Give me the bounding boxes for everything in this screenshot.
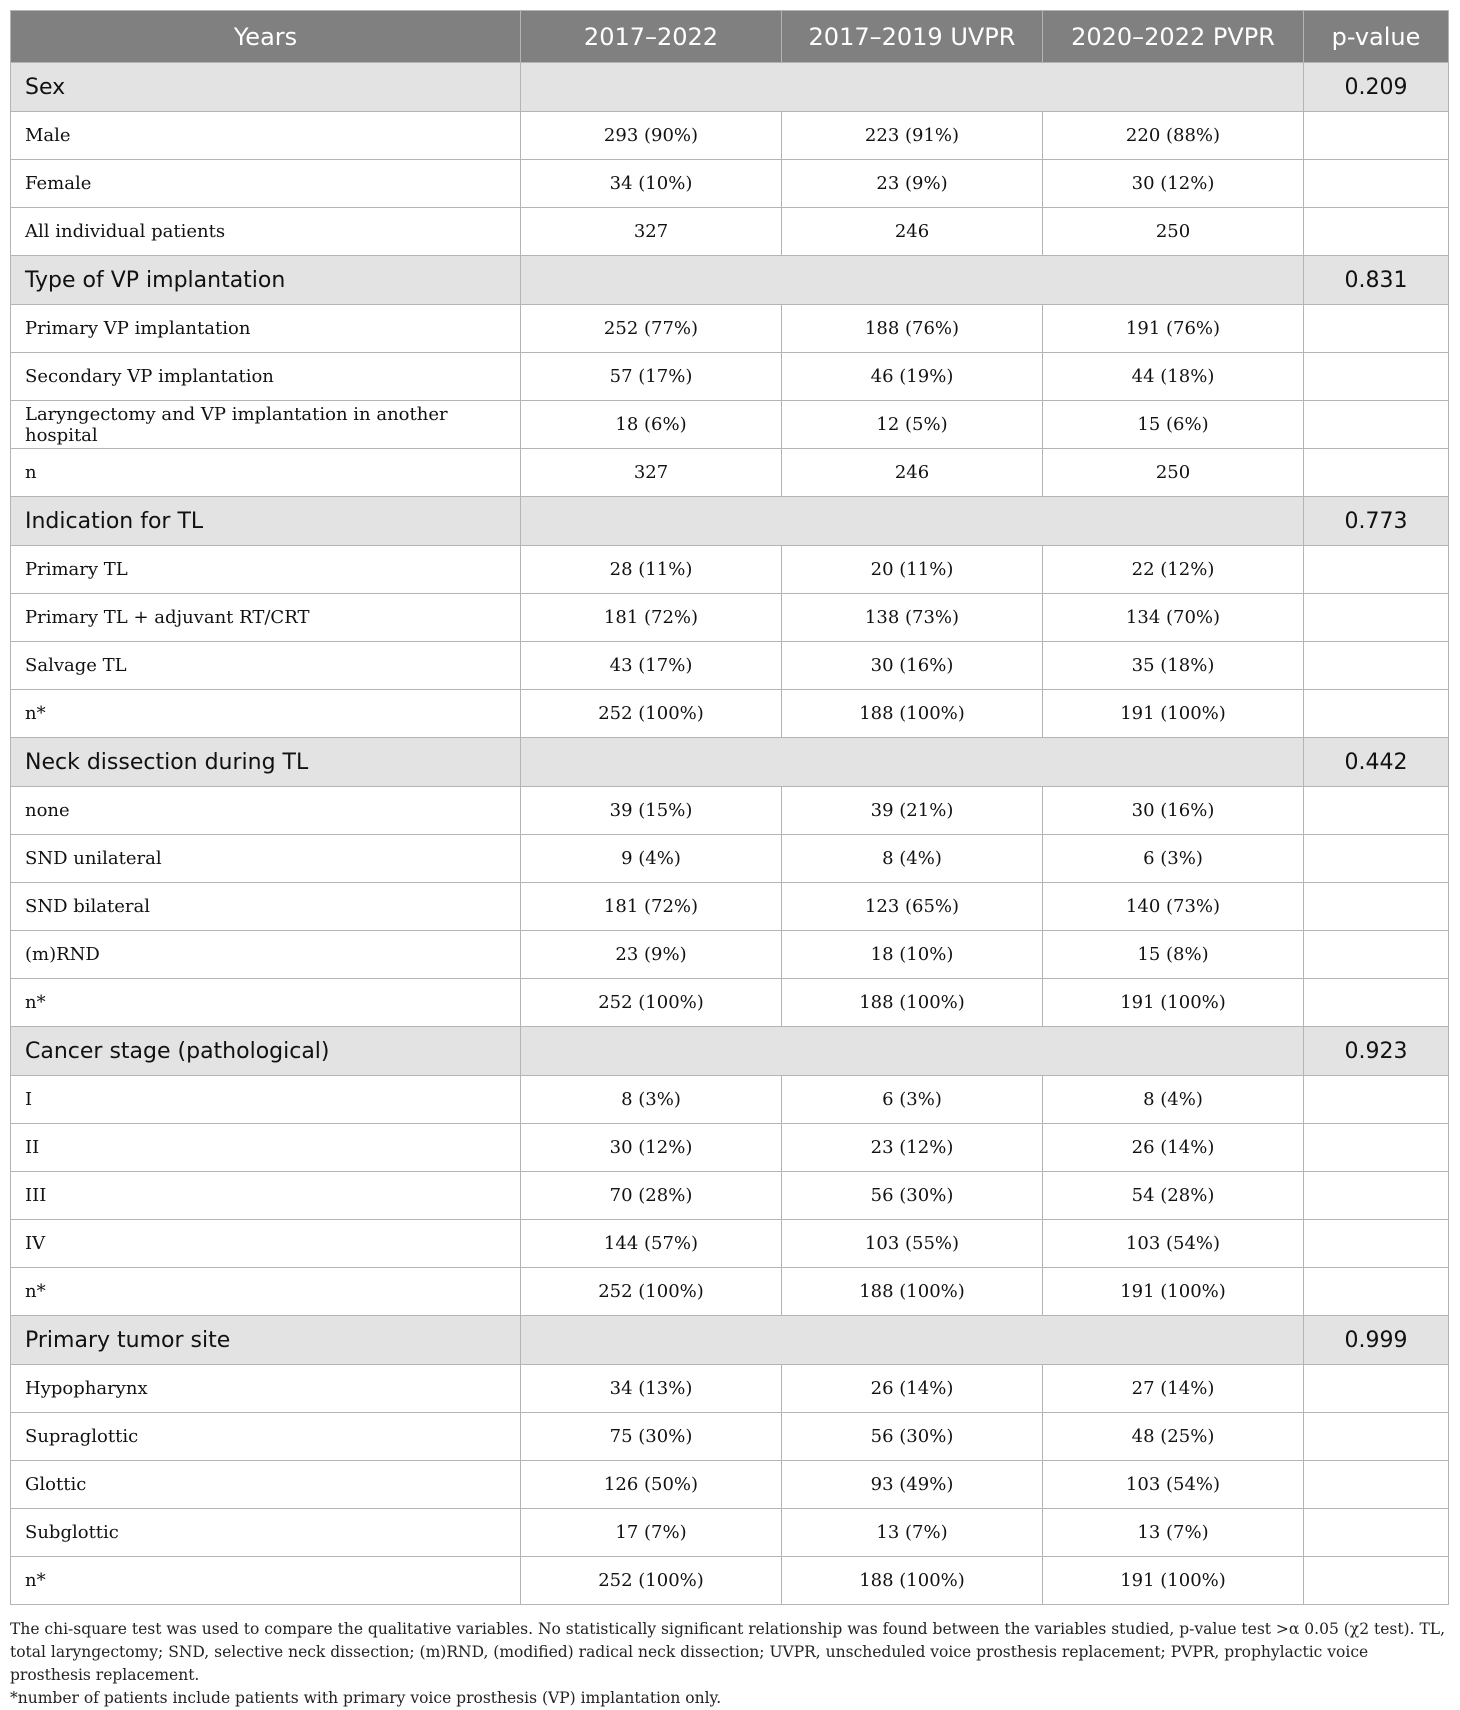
- section-spacer: [521, 1027, 1304, 1076]
- row-value: 48 (25%): [1043, 1413, 1304, 1461]
- row-value: 12 (5%): [782, 401, 1043, 449]
- row-value: 252 (100%): [521, 690, 782, 738]
- row-value: 54 (28%): [1043, 1172, 1304, 1220]
- row-value: 188 (100%): [782, 1557, 1043, 1605]
- row-value: 18 (10%): [782, 931, 1043, 979]
- row-value: 35 (18%): [1043, 642, 1304, 690]
- table-row: [11, 1124, 1449, 1172]
- row-value: 181 (72%): [521, 883, 782, 931]
- row-value: 23 (12%): [782, 1124, 1043, 1172]
- row-label: I: [11, 1076, 521, 1124]
- row-value: 28 (11%): [521, 546, 782, 594]
- row-value: 26 (14%): [1043, 1124, 1304, 1172]
- row-value: 26 (14%): [782, 1365, 1043, 1413]
- row-value: [1304, 401, 1449, 449]
- table-footnote: [10, 1618, 1450, 1710]
- section-header-row: [11, 1316, 1449, 1365]
- section-p-value: 0.999: [1304, 1316, 1449, 1365]
- row-value: [1304, 1124, 1449, 1172]
- section-header-row: [11, 497, 1449, 546]
- row-label: Laryngectomy and VP implantation in another hospital: [11, 401, 521, 449]
- table-row: [11, 1461, 1449, 1509]
- header-years: Years: [11, 11, 521, 63]
- table-row: [11, 642, 1449, 690]
- row-value: 18 (6%): [521, 401, 782, 449]
- table-row: [11, 160, 1449, 208]
- row-value: [1304, 883, 1449, 931]
- header-p-value: p-value: [1304, 11, 1449, 63]
- row-value: 56 (30%): [782, 1172, 1043, 1220]
- table-wrapper: [10, 10, 1448, 1605]
- section-p-value: 0.923: [1304, 1027, 1449, 1076]
- row-value: 191 (100%): [1043, 979, 1304, 1027]
- row-value: 252 (77%): [521, 305, 782, 353]
- row-value: [1304, 112, 1449, 160]
- row-value: 188 (76%): [782, 305, 1043, 353]
- table-row: [11, 546, 1449, 594]
- row-value: 188 (100%): [782, 690, 1043, 738]
- row-label: Primary TL + adjuvant RT/CRT: [11, 594, 521, 642]
- row-label: III: [11, 1172, 521, 1220]
- row-value: 191 (100%): [1043, 1268, 1304, 1316]
- row-value: [1304, 979, 1449, 1027]
- table-row: [11, 1268, 1449, 1316]
- row-label: Primary VP implantation: [11, 305, 521, 353]
- row-value: 246: [782, 208, 1043, 256]
- row-value: 30 (16%): [1043, 787, 1304, 835]
- section-header-row: [11, 256, 1449, 305]
- row-label: Supraglottic: [11, 1413, 521, 1461]
- row-value: [1304, 1365, 1449, 1413]
- row-label: n: [11, 449, 521, 497]
- row-value: 8 (3%): [521, 1076, 782, 1124]
- row-value: [1304, 546, 1449, 594]
- row-value: 15 (6%): [1043, 401, 1304, 449]
- row-value: 138 (73%): [782, 594, 1043, 642]
- row-value: [1304, 594, 1449, 642]
- row-value: 220 (88%): [1043, 112, 1304, 160]
- row-value: 8 (4%): [1043, 1076, 1304, 1124]
- row-value: [1304, 690, 1449, 738]
- row-value: 20 (11%): [782, 546, 1043, 594]
- section-p-value: 0.209: [1304, 63, 1449, 112]
- footnote-main: The chi-square test was used to compare the qualitative variables. No statistically significant relationship was found between the variables studied, p-value test >α 0.05 (χ2 test). TL, total laryngectomy; SND, selective neck dissection; (m)RND, (modified) radical neck dissection; UVPR, unscheduled voice prosthesis replacement; PVPR, prophylactic voice prosthesis replacement.: [10, 1620, 1446, 1684]
- row-label: Secondary VP implantation: [11, 353, 521, 401]
- header-2017-2019-uvpr: 2017–2019 UVPR: [782, 11, 1043, 63]
- row-value: [1304, 1557, 1449, 1605]
- row-value: [1304, 1076, 1449, 1124]
- row-value: [1304, 642, 1449, 690]
- row-label: II: [11, 1124, 521, 1172]
- row-label: Salvage TL: [11, 642, 521, 690]
- section-spacer: [521, 738, 1304, 787]
- row-label: Female: [11, 160, 521, 208]
- section-spacer: [521, 256, 1304, 305]
- row-value: 181 (72%): [521, 594, 782, 642]
- row-value: [1304, 1220, 1449, 1268]
- row-label: Subglottic: [11, 1509, 521, 1557]
- row-label: Male: [11, 112, 521, 160]
- table-row: [11, 1365, 1449, 1413]
- table-body: [11, 63, 1449, 1605]
- section-title: Type of VP implantation: [11, 256, 521, 305]
- row-label: (m)RND: [11, 931, 521, 979]
- header-2020-2022-pvpr: 2020–2022 PVPR: [1043, 11, 1304, 63]
- section-title: Cancer stage (pathological): [11, 1027, 521, 1076]
- row-value: 327: [521, 449, 782, 497]
- row-value: 70 (28%): [521, 1172, 782, 1220]
- section-title: Neck dissection during TL: [11, 738, 521, 787]
- row-value: 103 (54%): [1043, 1461, 1304, 1509]
- row-value: 9 (4%): [521, 835, 782, 883]
- section-p-value: 0.831: [1304, 256, 1449, 305]
- table-row: [11, 787, 1449, 835]
- section-p-value: 0.442: [1304, 738, 1449, 787]
- table-row: [11, 883, 1449, 931]
- row-value: 252 (100%): [521, 1268, 782, 1316]
- table-row: [11, 1220, 1449, 1268]
- row-value: 30 (12%): [1043, 160, 1304, 208]
- row-value: 13 (7%): [1043, 1509, 1304, 1557]
- row-value: 39 (15%): [521, 787, 782, 835]
- row-value: 23 (9%): [782, 160, 1043, 208]
- row-value: 34 (13%): [521, 1365, 782, 1413]
- table-row: [11, 353, 1449, 401]
- footnote-asterisk: *number of patients include patients with primary voice prosthesis (VP) implantation only.: [10, 1689, 722, 1707]
- section-spacer: [521, 497, 1304, 546]
- row-value: 188 (100%): [782, 1268, 1043, 1316]
- row-value: 191 (100%): [1043, 1557, 1304, 1605]
- section-title: Primary tumor site: [11, 1316, 521, 1365]
- row-value: 103 (54%): [1043, 1220, 1304, 1268]
- row-value: [1304, 449, 1449, 497]
- section-spacer: [521, 63, 1304, 112]
- row-label: All individual patients: [11, 208, 521, 256]
- row-value: [1304, 1268, 1449, 1316]
- row-label: Hypopharynx: [11, 1365, 521, 1413]
- row-value: 22 (12%): [1043, 546, 1304, 594]
- row-label: SND unilateral: [11, 835, 521, 883]
- row-value: [1304, 1413, 1449, 1461]
- row-value: 57 (17%): [521, 353, 782, 401]
- table-row: [11, 835, 1449, 883]
- row-value: 46 (19%): [782, 353, 1043, 401]
- row-value: 250: [1043, 208, 1304, 256]
- table-row: [11, 305, 1449, 353]
- row-value: 23 (9%): [521, 931, 782, 979]
- table-row: [11, 112, 1449, 160]
- row-value: 30 (16%): [782, 642, 1043, 690]
- row-value: 327: [521, 208, 782, 256]
- row-value: 93 (49%): [782, 1461, 1043, 1509]
- row-value: 246: [782, 449, 1043, 497]
- row-value: 15 (8%): [1043, 931, 1304, 979]
- row-value: [1304, 353, 1449, 401]
- row-value: 6 (3%): [1043, 835, 1304, 883]
- table-header-row: [11, 11, 1449, 63]
- row-value: [1304, 208, 1449, 256]
- row-value: 144 (57%): [521, 1220, 782, 1268]
- row-value: 56 (30%): [782, 1413, 1043, 1461]
- table-row: [11, 401, 1449, 449]
- row-value: 34 (10%): [521, 160, 782, 208]
- row-value: 30 (12%): [521, 1124, 782, 1172]
- table-row: [11, 1172, 1449, 1220]
- row-value: 188 (100%): [782, 979, 1043, 1027]
- row-value: 8 (4%): [782, 835, 1043, 883]
- row-value: [1304, 305, 1449, 353]
- section-p-value: 0.773: [1304, 497, 1449, 546]
- table-row: [11, 208, 1449, 256]
- row-value: 44 (18%): [1043, 353, 1304, 401]
- table-row: [11, 1076, 1449, 1124]
- row-value: [1304, 835, 1449, 883]
- section-spacer: [521, 1316, 1304, 1365]
- table-row: [11, 690, 1449, 738]
- row-value: 134 (70%): [1043, 594, 1304, 642]
- row-label: Glottic: [11, 1461, 521, 1509]
- row-value: 140 (73%): [1043, 883, 1304, 931]
- row-value: 6 (3%): [782, 1076, 1043, 1124]
- row-value: 252 (100%): [521, 979, 782, 1027]
- row-value: 191 (100%): [1043, 690, 1304, 738]
- row-label: n*: [11, 979, 521, 1027]
- section-title: Sex: [11, 63, 521, 112]
- row-value: [1304, 931, 1449, 979]
- row-value: 123 (65%): [782, 883, 1043, 931]
- section-title: Indication for TL: [11, 497, 521, 546]
- row-value: 191 (76%): [1043, 305, 1304, 353]
- table-row: [11, 1509, 1449, 1557]
- row-value: [1304, 160, 1449, 208]
- table-row: [11, 1413, 1449, 1461]
- row-value: 223 (91%): [782, 112, 1043, 160]
- row-value: 126 (50%): [521, 1461, 782, 1509]
- row-label: n*: [11, 690, 521, 738]
- row-value: [1304, 1509, 1449, 1557]
- row-label: n*: [11, 1268, 521, 1316]
- table-row: [11, 1557, 1449, 1605]
- row-value: 250: [1043, 449, 1304, 497]
- row-label: none: [11, 787, 521, 835]
- row-value: 27 (14%): [1043, 1365, 1304, 1413]
- row-value: 252 (100%): [521, 1557, 782, 1605]
- row-value: 75 (30%): [521, 1413, 782, 1461]
- row-value: 39 (21%): [782, 787, 1043, 835]
- row-value: [1304, 1461, 1449, 1509]
- table-row: [11, 594, 1449, 642]
- row-value: 293 (90%): [521, 112, 782, 160]
- section-header-row: [11, 1027, 1449, 1076]
- row-label: n*: [11, 1557, 521, 1605]
- row-value: [1304, 787, 1449, 835]
- row-label: SND bilateral: [11, 883, 521, 931]
- row-label: Primary TL: [11, 546, 521, 594]
- row-value: 103 (55%): [782, 1220, 1043, 1268]
- header-2017-2022: 2017–2022: [521, 11, 782, 63]
- row-value: 17 (7%): [521, 1509, 782, 1557]
- row-value: [1304, 1172, 1449, 1220]
- demographics-table: [10, 10, 1449, 1605]
- section-header-row: [11, 738, 1449, 787]
- row-value: 13 (7%): [782, 1509, 1043, 1557]
- section-header-row: [11, 63, 1449, 112]
- row-label: IV: [11, 1220, 521, 1268]
- table-row: [11, 449, 1449, 497]
- table-row: [11, 979, 1449, 1027]
- row-value: 43 (17%): [521, 642, 782, 690]
- table-row: [11, 931, 1449, 979]
